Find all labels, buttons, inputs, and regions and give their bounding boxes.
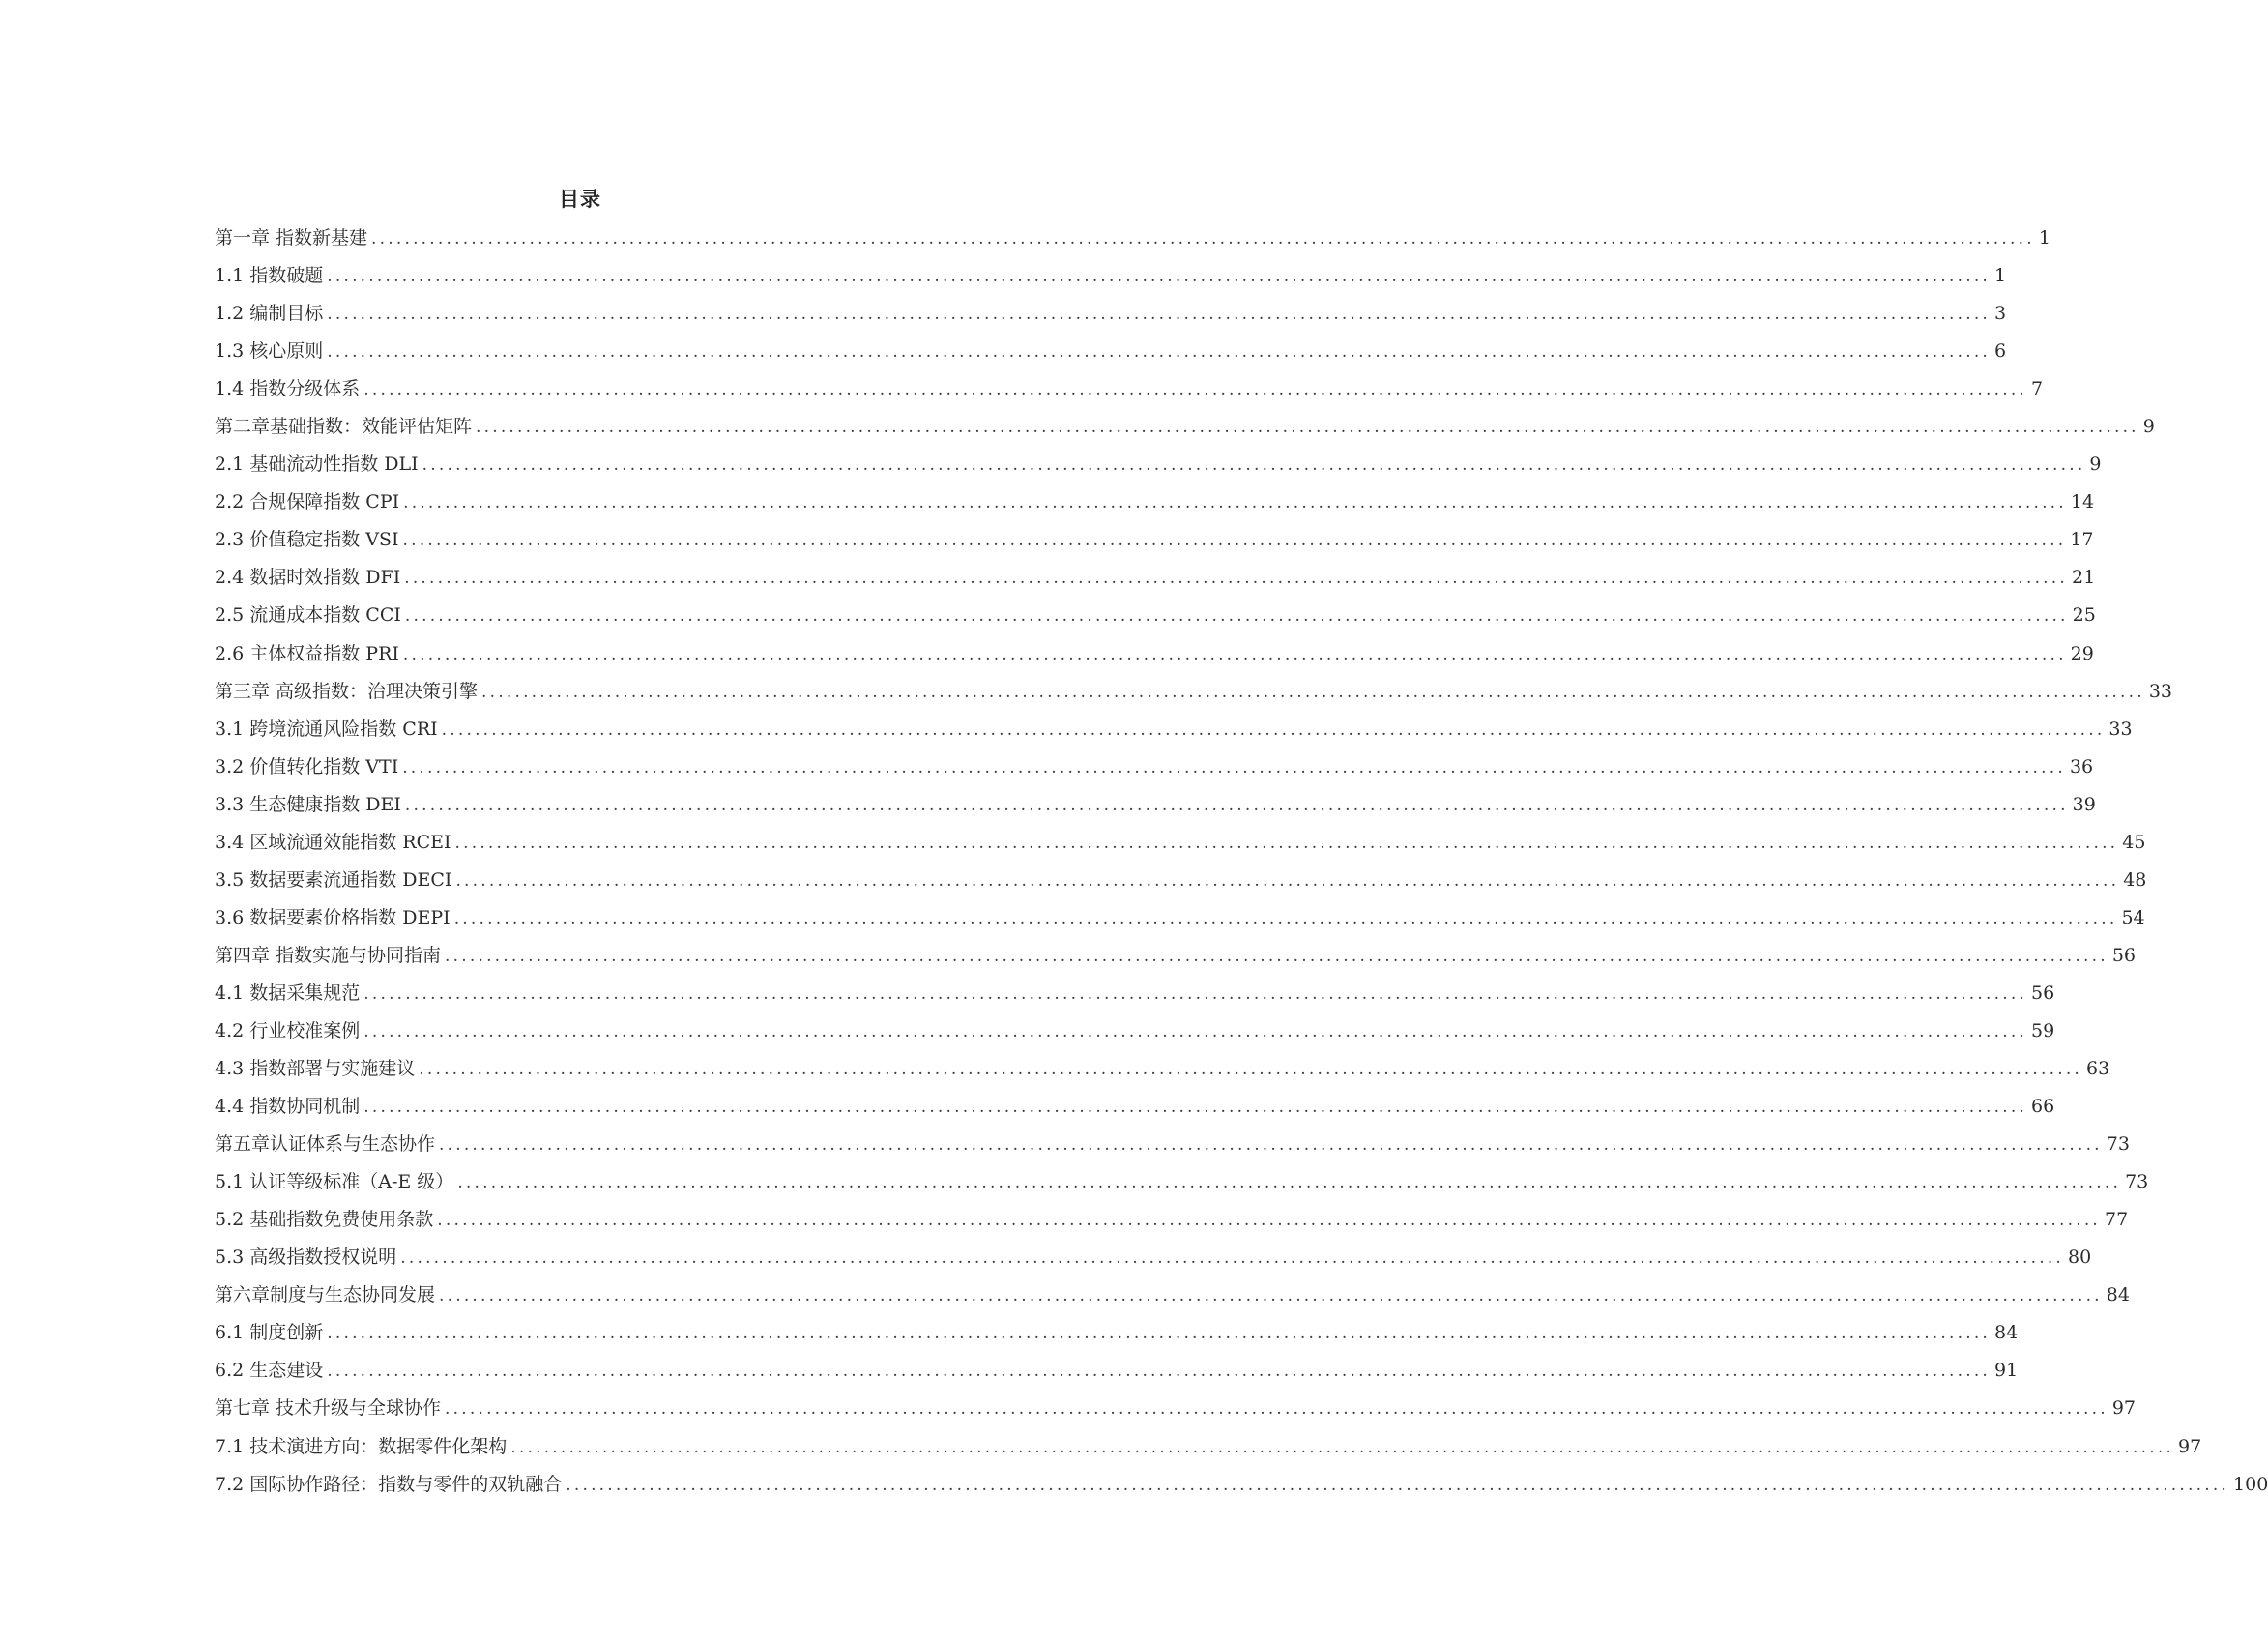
toc-entry-label: 2.4 数据时效指数 DFI <box>215 567 401 589</box>
toc-entry[interactable] <box>215 1126 2130 1163</box>
toc-entry-label: 7.2 国际协作路径：指数与零件的双轨融合 <box>215 1473 563 1495</box>
toc-entry-page-number: 45 <box>2122 831 2146 853</box>
toc-entry-page-number: 56 <box>2031 982 2055 1004</box>
toc-entry-page-number: 7 <box>2031 378 2044 400</box>
toc-entry-label: 2.6 主体权益指数 PRI <box>215 642 399 664</box>
toc-entry[interactable] <box>215 1466 2268 1504</box>
toc-entry-label: 3.3 生态健康指数 DEI <box>215 793 401 815</box>
toc-dot-leader: ........................................................................................................................................................................................................ <box>363 1021 2028 1041</box>
toc-entry[interactable] <box>215 711 2133 748</box>
toc-entry-page-number: 48 <box>2123 868 2147 891</box>
toc-entry-label: 3.2 价值转化指数 VTI <box>215 755 399 777</box>
toc-entry-label: 2.2 合规保障指数 CPI <box>215 491 400 513</box>
toc-entry-page-number: 73 <box>2106 1133 2130 1156</box>
toc-entry-page-number: 39 <box>2072 793 2096 815</box>
toc-entry-page-number: 97 <box>2178 1435 2202 1457</box>
toc-dot-leader: ........................................................................................................................................................................................................ <box>419 1060 2083 1080</box>
toc-entry-page-number: 54 <box>2121 906 2145 928</box>
toc-entry[interactable] <box>215 1276 2130 1314</box>
toc-dot-leader: ........................................................................................................................................................................................................ <box>404 606 2069 627</box>
toc-entry-label: 4.4 指数协同机制 <box>215 1096 361 1118</box>
toc-entry-label: 2.3 价值稳定指数 VSI <box>215 529 399 551</box>
toc-entry-page-number: 33 <box>2148 680 2172 702</box>
toc-entry-page-number: 17 <box>2070 529 2094 551</box>
toc-entry-label: 第一章 指数新基建 <box>215 227 368 249</box>
toc-dot-leader: ........................................................................................................................................................................................................ <box>402 531 2067 551</box>
toc-entry-page-number: 1 <box>1994 265 2007 287</box>
toc-entry-page-number: 84 <box>2106 1284 2130 1306</box>
toc-entry[interactable] <box>215 370 2044 408</box>
toc-dot-leader: ........................................................................................................................................................................................................ <box>445 946 2108 966</box>
toc-entry-label: 第五章认证体系与生态协作 <box>215 1133 436 1156</box>
toc-dot-leader: ........................................................................................................................................................................................................ <box>439 1286 2103 1306</box>
toc-entry-page-number: 63 <box>2086 1058 2110 1080</box>
toc-entry[interactable] <box>215 975 2055 1012</box>
toc-entry-label: 1.3 核心原则 <box>215 340 324 363</box>
toc-title: 目录 <box>559 187 601 211</box>
toc-entry[interactable] <box>215 333 2007 370</box>
toc-dot-leader: ........................................................................................................................................................................................................ <box>422 455 2086 476</box>
toc-entry-label: 3.1 跨境流通风险指数 CRI <box>215 718 438 740</box>
toc-entry[interactable] <box>215 1201 2129 1239</box>
toc-entry-page-number: 84 <box>1994 1322 2019 1344</box>
toc-entry-label: 5.2 基础指数免费使用条款 <box>215 1209 434 1231</box>
toc-entry-page-number: 59 <box>2031 1019 2055 1041</box>
toc-entry-label: 第三章 高级指数：治理决策引擎 <box>215 680 479 702</box>
toc-dot-leader: ........................................................................................................................................................................................................ <box>404 569 2068 589</box>
toc-entry[interactable] <box>215 862 2147 899</box>
toc-dot-leader: ........................................................................................................................................................................................................ <box>363 1098 2028 1118</box>
toc-entry-label: 2.1 基础流动性指数 DLI <box>215 454 419 476</box>
toc-dot-leader: ........................................................................................................................................................................................................ <box>402 757 2066 777</box>
toc-entry[interactable] <box>215 1050 2110 1088</box>
toc-entry-page-number: 80 <box>2068 1246 2092 1269</box>
toc-entry-label: 4.1 数据采集规范 <box>215 982 361 1004</box>
toc-dot-leader: ........................................................................................................................................................................................................ <box>404 795 2069 815</box>
toc-entry[interactable] <box>215 220 2050 257</box>
toc-dot-leader: ........................................................................................................................................................................................................ <box>363 983 2028 1004</box>
toc-dot-leader: ........................................................................................................................................................................................................ <box>327 1362 1992 1382</box>
toc-dot-leader: ........................................................................................................................................................................................................ <box>454 833 2119 853</box>
toc-dot-leader: ........................................................................................................................................................................................................ <box>402 644 2067 664</box>
toc-entry-page-number: 6 <box>1994 340 2007 363</box>
toc-entry[interactable] <box>215 937 2136 975</box>
toc-dot-leader: ........................................................................................................................................................................................................ <box>566 1475 2230 1495</box>
toc-entry-page-number: 91 <box>1994 1360 2019 1382</box>
toc-dot-leader: ........................................................................................................................................................................................................ <box>481 682 2145 702</box>
toc-entry-page-number: 25 <box>2072 604 2096 627</box>
toc-entry-page-number: 33 <box>2108 718 2133 740</box>
toc-dot-leader: ........................................................................................................................................................................................................ <box>453 908 2118 928</box>
toc-entry-page-number: 77 <box>2105 1209 2129 1231</box>
toc-dot-leader: ........................................................................................................................................................................................................ <box>327 305 1992 325</box>
toc-entry[interactable] <box>215 559 2096 597</box>
toc-entry[interactable] <box>215 673 2172 711</box>
toc-dot-leader: ........................................................................................................................................................................................................ <box>441 719 2106 740</box>
toc-entry-label: 3.4 区域流通效能指数 RCEI <box>215 831 451 853</box>
toc-entry[interactable] <box>215 1088 2055 1126</box>
toc-entry-label: 4.2 行业校准案例 <box>215 1019 361 1041</box>
toc-dot-leader: ........................................................................................................................................................................................................ <box>363 380 2028 400</box>
toc-entry-page-number: 66 <box>2031 1096 2055 1118</box>
toc-entry-label: 6.2 生态建设 <box>215 1360 324 1382</box>
toc-dot-leader: ........................................................................................................................................................................................................ <box>457 1173 2122 1193</box>
toc-dot-leader: ........................................................................................................................................................................................................ <box>371 229 2035 249</box>
toc-entry-label: 1.2 编制目标 <box>215 303 324 325</box>
toc-entry-label: 第六章制度与生态协同发展 <box>215 1284 436 1306</box>
toc-entry-page-number: 36 <box>2069 755 2094 777</box>
toc-entry-label: 6.1 制度创新 <box>215 1322 324 1344</box>
toc-entry[interactable] <box>215 1239 2092 1276</box>
toc-entry-page-number: 9 <box>2142 416 2155 438</box>
toc-dot-leader: ........................................................................................................................................................................................................ <box>437 1211 2102 1231</box>
toc-entry-label: 3.5 数据要素流通指数 DECI <box>215 868 452 891</box>
toc-entry-page-number: 29 <box>2070 642 2094 664</box>
toc-entry[interactable] <box>215 1390 2136 1427</box>
toc-entry[interactable] <box>215 1352 2019 1390</box>
toc-entry[interactable] <box>215 257 2007 295</box>
toc-entry[interactable] <box>215 1012 2055 1050</box>
toc-entry-page-number: 73 <box>2125 1171 2149 1193</box>
toc-entry-page-number: 14 <box>2070 491 2095 513</box>
toc-entry-label: 7.1 技术演进方向：数据零件化架构 <box>215 1435 508 1457</box>
toc-entry-page-number: 3 <box>1994 303 2007 325</box>
toc-dot-leader: ........................................................................................................................................................................................................ <box>403 493 2067 513</box>
toc-entry-label: 5.1 认证等级标准（A-E 级） <box>215 1171 454 1193</box>
toc-entry-label: 5.3 高级指数授权说明 <box>215 1246 397 1269</box>
toc-entry[interactable] <box>215 597 2096 634</box>
toc-entry-label: 2.5 流通成本指数 CCI <box>215 604 401 627</box>
toc-dot-leader: ........................................................................................................................................................................................................ <box>455 870 2120 891</box>
toc-entry[interactable] <box>215 635 2094 673</box>
toc-dot-leader: ........................................................................................................................................................................................................ <box>327 342 1992 363</box>
toc-dot-leader: ........................................................................................................................................................................................................ <box>439 1135 2103 1156</box>
toc-entry[interactable] <box>215 446 2102 484</box>
toc-entry-label: 1.1 指数破题 <box>215 265 324 287</box>
toc-entry[interactable] <box>215 748 2094 786</box>
toc-entry[interactable] <box>215 824 2146 862</box>
toc-entry[interactable] <box>215 1163 2149 1201</box>
toc-entry[interactable] <box>215 408 2155 446</box>
toc-dot-leader: ........................................................................................................................................................................................................ <box>327 1324 1992 1344</box>
toc-entry-page-number: 97 <box>2111 1397 2136 1420</box>
toc-list <box>215 220 2268 1504</box>
toc-dot-leader: ........................................................................................................................................................................................................ <box>400 1248 2065 1269</box>
toc-entry-page-number: 1 <box>2038 227 2050 249</box>
toc-entry[interactable] <box>215 786 2096 824</box>
toc-entry[interactable] <box>215 899 2145 937</box>
toc-entry-label: 第七章 技术升级与全球协作 <box>215 1397 442 1420</box>
toc-entry[interactable] <box>215 1314 2019 1352</box>
toc-entry-page-number: 100 <box>2233 1473 2268 1495</box>
toc-entry-label: 3.6 数据要素价格指数 DEPI <box>215 906 451 928</box>
toc-entry-label: 第四章 指数实施与协同指南 <box>215 944 442 966</box>
toc-entry-label: 1.4 指数分级体系 <box>215 378 361 400</box>
toc-entry[interactable] <box>215 295 2007 333</box>
toc-entry[interactable] <box>215 1428 2202 1466</box>
toc-dot-leader: ........................................................................................................................................................................................................ <box>327 267 1992 287</box>
toc-entry-label: 第二章基础指数：效能评估矩阵 <box>215 416 473 438</box>
toc-entry[interactable] <box>215 521 2094 559</box>
toc-entry-page-number: 21 <box>2071 567 2096 589</box>
toc-dot-leader: ........................................................................................................................................................................................................ <box>445 1399 2108 1420</box>
toc-dot-leader: ........................................................................................................................................................................................................ <box>476 418 2139 438</box>
toc-entry-page-number: 56 <box>2111 944 2136 966</box>
toc-dot-leader: ........................................................................................................................................................................................................ <box>510 1437 2175 1457</box>
toc-entry[interactable] <box>215 484 2095 521</box>
toc-entry-label: 4.3 指数部署与实施建议 <box>215 1058 416 1080</box>
toc-entry-page-number: 9 <box>2089 454 2102 476</box>
